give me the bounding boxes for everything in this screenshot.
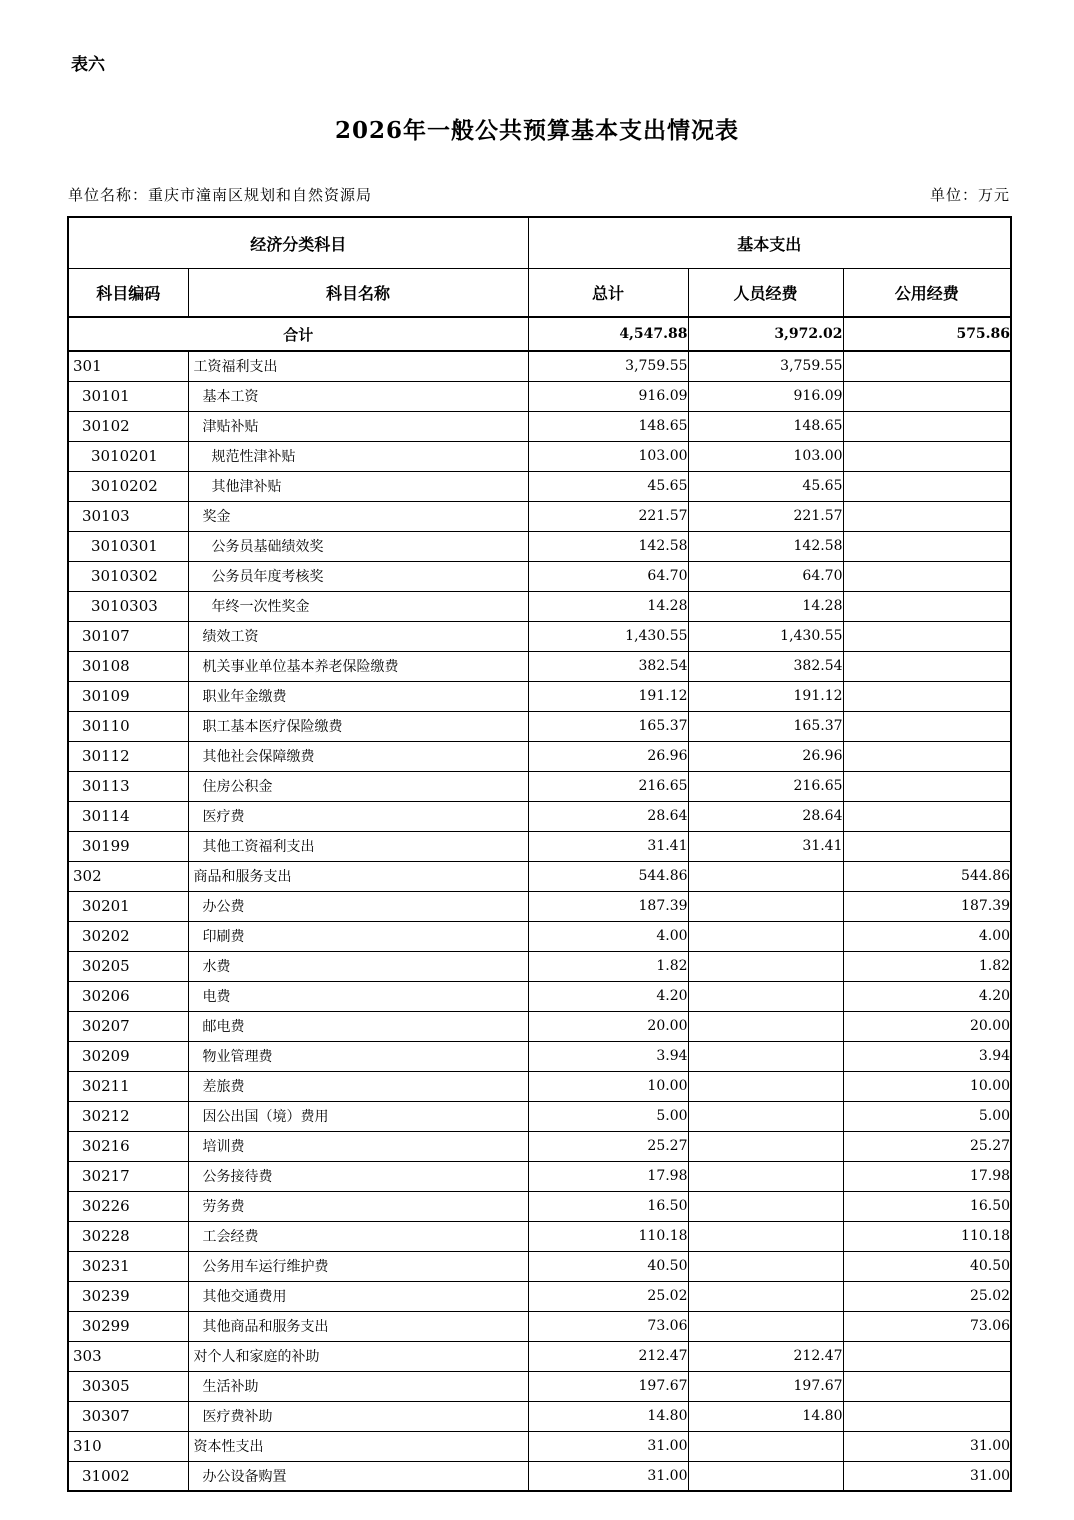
table-row	[68, 561, 1011, 591]
table-header	[68, 217, 1011, 317]
unit-name-value: 重庆市潼南区规划和自然资源局	[148, 186, 373, 204]
total-cell: 4.20	[528, 981, 688, 1011]
total-cell: 5.00	[528, 1101, 688, 1131]
subject-name-cell: 因公出国（境）费用	[188, 1101, 528, 1131]
personnel-funds-cell: 28.64	[688, 801, 843, 831]
subject-code-cell: 3010302	[68, 561, 188, 591]
subject-code-cell: 30109	[68, 681, 188, 711]
personnel-funds-cell: 142.58	[688, 531, 843, 561]
public-funds-cell: 544.86	[843, 861, 1011, 891]
personnel-funds-cell: 14.80	[688, 1401, 843, 1431]
grand-total-total-cell: 4,547.88	[528, 317, 688, 351]
public-funds-cell	[843, 531, 1011, 561]
personnel-funds-cell: 14.28	[688, 591, 843, 621]
header-basic-expenditure: 基本支出	[528, 217, 1011, 269]
subject-code-cell: 30299	[68, 1311, 188, 1341]
header-economic-classification: 经济分类科目	[68, 217, 528, 269]
subject-name-cell: 公务用车运行维护费	[188, 1251, 528, 1281]
subject-code-cell: 301	[68, 351, 188, 381]
public-funds-cell	[843, 711, 1011, 741]
subject-name-cell: 年终一次性奖金	[188, 591, 528, 621]
total-cell: 197.67	[528, 1371, 688, 1401]
total-cell: 142.58	[528, 531, 688, 561]
subject-name-cell: 印刷费	[188, 921, 528, 951]
subject-name-cell: 物业管理费	[188, 1041, 528, 1071]
personnel-funds-cell: 31.41	[688, 831, 843, 861]
total-cell: 25.27	[528, 1131, 688, 1161]
subject-code-cell: 30102	[68, 411, 188, 441]
header-public-funds: 公用经费	[843, 269, 1011, 318]
subject-name-cell: 其他社会保障缴费	[188, 741, 528, 771]
subject-code-cell: 30112	[68, 741, 188, 771]
header-total: 总计	[528, 269, 688, 318]
table-row	[68, 891, 1011, 921]
subject-code-cell: 302	[68, 861, 188, 891]
public-funds-cell	[843, 501, 1011, 531]
table-row	[68, 951, 1011, 981]
table-row	[68, 1461, 1011, 1491]
subject-name-cell: 机关事业单位基本养老保险缴费	[188, 651, 528, 681]
table-number-label: 表六	[71, 55, 105, 75]
subject-name-cell: 办公费	[188, 891, 528, 921]
table-row	[68, 1191, 1011, 1221]
total-cell: 40.50	[528, 1251, 688, 1281]
table-row	[68, 1011, 1011, 1041]
table-row	[68, 1311, 1011, 1341]
subject-code-cell: 30305	[68, 1371, 188, 1401]
total-cell: 3,759.55	[528, 351, 688, 381]
personnel-funds-cell: 212.47	[688, 1341, 843, 1371]
personnel-funds-cell	[688, 1281, 843, 1311]
grand-total-row	[68, 317, 1011, 351]
table-row	[68, 711, 1011, 741]
subject-name-cell: 基本工资	[188, 381, 528, 411]
subject-code-cell: 30101	[68, 381, 188, 411]
table-row	[68, 531, 1011, 561]
table-row	[68, 1101, 1011, 1131]
subject-name-cell: 其他商品和服务支出	[188, 1311, 528, 1341]
table-row	[68, 801, 1011, 831]
public-funds-cell: 187.39	[843, 891, 1011, 921]
total-cell: 916.09	[528, 381, 688, 411]
personnel-funds-cell: 916.09	[688, 381, 843, 411]
subject-name-cell: 劳务费	[188, 1191, 528, 1221]
subject-code-cell: 30216	[68, 1131, 188, 1161]
total-cell: 25.02	[528, 1281, 688, 1311]
personnel-funds-cell: 64.70	[688, 561, 843, 591]
table-row	[68, 471, 1011, 501]
personnel-funds-cell	[688, 1161, 843, 1191]
subject-code-cell: 30113	[68, 771, 188, 801]
personnel-funds-cell: 26.96	[688, 741, 843, 771]
personnel-funds-cell	[688, 921, 843, 951]
subject-code-cell: 30207	[68, 1011, 188, 1041]
subject-code-cell: 30201	[68, 891, 188, 921]
personnel-funds-cell	[688, 1251, 843, 1281]
table-row	[68, 411, 1011, 441]
personnel-funds-cell: 45.65	[688, 471, 843, 501]
table-row	[68, 621, 1011, 651]
total-cell: 216.65	[528, 771, 688, 801]
personnel-funds-cell	[688, 1221, 843, 1251]
personnel-funds-cell	[688, 1431, 843, 1461]
personnel-funds-cell	[688, 951, 843, 981]
public-funds-cell	[843, 591, 1011, 621]
table-row	[68, 921, 1011, 951]
total-cell: 382.54	[528, 651, 688, 681]
public-funds-cell: 4.20	[843, 981, 1011, 1011]
subject-code-cell: 303	[68, 1341, 188, 1371]
subject-name-cell: 津贴补贴	[188, 411, 528, 441]
subject-name-cell: 商品和服务支出	[188, 861, 528, 891]
personnel-funds-cell	[688, 981, 843, 1011]
public-funds-cell: 31.00	[843, 1431, 1011, 1461]
total-cell: 31.00	[528, 1461, 688, 1491]
public-funds-cell	[843, 561, 1011, 591]
personnel-funds-cell	[688, 1011, 843, 1041]
total-cell: 187.39	[528, 891, 688, 921]
table-row	[68, 1251, 1011, 1281]
total-cell: 1.82	[528, 951, 688, 981]
public-funds-cell	[843, 351, 1011, 381]
public-funds-cell: 4.00	[843, 921, 1011, 951]
subject-name-cell: 其他交通费用	[188, 1281, 528, 1311]
subject-code-cell: 30307	[68, 1401, 188, 1431]
subject-code-cell: 310	[68, 1431, 188, 1461]
subject-name-cell: 职工基本医疗保险缴费	[188, 711, 528, 741]
personnel-funds-cell	[688, 1461, 843, 1491]
subject-code-cell: 30217	[68, 1161, 188, 1191]
total-cell: 10.00	[528, 1071, 688, 1101]
subject-code-cell: 30202	[68, 921, 188, 951]
public-funds-cell: 73.06	[843, 1311, 1011, 1341]
public-funds-cell: 20.00	[843, 1011, 1011, 1041]
total-cell: 45.65	[528, 471, 688, 501]
total-cell: 20.00	[528, 1011, 688, 1041]
total-cell: 3.94	[528, 1041, 688, 1071]
table-row	[68, 441, 1011, 471]
total-cell: 31.41	[528, 831, 688, 861]
public-funds-cell: 5.00	[843, 1101, 1011, 1131]
table-row	[68, 1371, 1011, 1401]
subject-code-cell: 30206	[68, 981, 188, 1011]
subject-code-cell: 30103	[68, 501, 188, 531]
subject-name-cell: 规范性津补贴	[188, 441, 528, 471]
personnel-funds-cell: 3,759.55	[688, 351, 843, 381]
public-funds-cell	[843, 801, 1011, 831]
subject-name-cell: 医疗费补助	[188, 1401, 528, 1431]
table-row	[68, 651, 1011, 681]
subject-code-cell: 30205	[68, 951, 188, 981]
subject-code-cell: 3010301	[68, 531, 188, 561]
subject-name-cell: 培训费	[188, 1131, 528, 1161]
table-row	[68, 1071, 1011, 1101]
total-cell: 165.37	[528, 711, 688, 741]
subject-code-cell: 30209	[68, 1041, 188, 1071]
personnel-funds-cell	[688, 1131, 843, 1161]
table-row	[68, 1341, 1011, 1371]
public-funds-cell: 3.94	[843, 1041, 1011, 1071]
subject-name-cell: 电费	[188, 981, 528, 1011]
public-funds-cell	[843, 681, 1011, 711]
page-title: 2026年一般公共预算基本支出情况表	[334, 117, 739, 144]
table-row	[68, 1281, 1011, 1311]
personnel-funds-cell	[688, 891, 843, 921]
personnel-funds-cell: 382.54	[688, 651, 843, 681]
total-cell: 28.64	[528, 801, 688, 831]
public-funds-cell	[843, 441, 1011, 471]
subject-code-cell: 30114	[68, 801, 188, 831]
public-funds-cell: 1.82	[843, 951, 1011, 981]
public-funds-cell	[843, 621, 1011, 651]
personnel-funds-cell: 165.37	[688, 711, 843, 741]
table-row	[68, 1221, 1011, 1251]
subject-name-cell: 其他津补贴	[188, 471, 528, 501]
subject-name-cell: 公务接待费	[188, 1161, 528, 1191]
header-subject-name: 科目名称	[188, 269, 528, 318]
header-group-row	[68, 217, 1011, 269]
table-row	[68, 381, 1011, 411]
public-funds-cell: 10.00	[843, 1071, 1011, 1101]
public-funds-cell: 40.50	[843, 1251, 1011, 1281]
total-cell: 14.80	[528, 1401, 688, 1431]
public-funds-cell	[843, 381, 1011, 411]
public-funds-cell: 17.98	[843, 1161, 1011, 1191]
subject-code-cell: 30199	[68, 831, 188, 861]
total-cell: 544.86	[528, 861, 688, 891]
grand-total-public-cell: 575.86	[843, 317, 1011, 351]
total-cell: 212.47	[528, 1341, 688, 1371]
subject-code-cell: 30110	[68, 711, 188, 741]
personnel-funds-cell: 221.57	[688, 501, 843, 531]
subject-code-cell: 3010303	[68, 591, 188, 621]
subject-code-cell: 30108	[68, 651, 188, 681]
public-funds-cell: 25.02	[843, 1281, 1011, 1311]
personnel-funds-cell	[688, 1191, 843, 1221]
subject-code-cell: 31002	[68, 1461, 188, 1491]
personnel-funds-cell: 197.67	[688, 1371, 843, 1401]
public-funds-cell	[843, 1371, 1011, 1401]
public-funds-cell: 110.18	[843, 1221, 1011, 1251]
table-row	[68, 1161, 1011, 1191]
header-subject-code: 科目编码	[68, 269, 188, 318]
public-funds-cell	[843, 741, 1011, 771]
personnel-funds-cell	[688, 1311, 843, 1341]
subject-name-cell: 其他工资福利支出	[188, 831, 528, 861]
table-row	[68, 771, 1011, 801]
subject-name-cell: 公务员年度考核奖	[188, 561, 528, 591]
total-cell: 191.12	[528, 681, 688, 711]
total-cell: 73.06	[528, 1311, 688, 1341]
subject-name-cell: 医疗费	[188, 801, 528, 831]
personnel-funds-cell	[688, 1101, 843, 1131]
total-cell: 14.28	[528, 591, 688, 621]
header-personnel-funds: 人员经费	[688, 269, 843, 318]
public-funds-cell: 31.00	[843, 1461, 1011, 1491]
subject-code-cell: 3010201	[68, 441, 188, 471]
table-row	[68, 1431, 1011, 1461]
subject-code-cell: 30211	[68, 1071, 188, 1101]
personnel-funds-cell: 148.65	[688, 411, 843, 441]
personnel-funds-cell: 103.00	[688, 441, 843, 471]
subject-name-cell: 工会经费	[188, 1221, 528, 1251]
public-funds-cell	[843, 1341, 1011, 1371]
subject-code-cell: 30228	[68, 1221, 188, 1251]
table-row	[68, 1041, 1011, 1071]
subject-name-cell: 生活补助	[188, 1371, 528, 1401]
public-funds-cell	[843, 1401, 1011, 1431]
subject-name-cell: 工资福利支出	[188, 351, 528, 381]
subject-code-cell: 30212	[68, 1101, 188, 1131]
table-row	[68, 1131, 1011, 1161]
personnel-funds-cell	[688, 861, 843, 891]
public-funds-cell	[843, 411, 1011, 441]
total-cell: 4.00	[528, 921, 688, 951]
subject-name-cell: 绩效工资	[188, 621, 528, 651]
total-cell: 16.50	[528, 1191, 688, 1221]
table-row	[68, 1401, 1011, 1431]
table-row	[68, 861, 1011, 891]
budget-table	[67, 216, 1012, 1492]
subject-name-cell: 职业年金缴费	[188, 681, 528, 711]
table-row	[68, 681, 1011, 711]
currency-unit-label: 单位：万元	[929, 186, 1010, 204]
header-columns-row	[68, 269, 1011, 318]
subject-code-cell: 30231	[68, 1251, 188, 1281]
meta-row	[68, 184, 1010, 205]
personnel-funds-cell: 191.12	[688, 681, 843, 711]
public-funds-cell	[843, 651, 1011, 681]
public-funds-cell	[843, 831, 1011, 861]
subject-name-cell: 住房公积金	[188, 771, 528, 801]
table-row	[68, 741, 1011, 771]
total-cell: 17.98	[528, 1161, 688, 1191]
subject-code-cell: 30239	[68, 1281, 188, 1311]
total-cell: 64.70	[528, 561, 688, 591]
total-cell: 1,430.55	[528, 621, 688, 651]
total-cell: 31.00	[528, 1431, 688, 1461]
personnel-funds-cell	[688, 1041, 843, 1071]
subject-name-cell: 办公设备购置	[188, 1461, 528, 1491]
subject-name-cell: 差旅费	[188, 1071, 528, 1101]
total-cell: 221.57	[528, 501, 688, 531]
subject-name-cell: 奖金	[188, 501, 528, 531]
subject-name-cell: 公务员基础绩效奖	[188, 531, 528, 561]
public-funds-cell	[843, 471, 1011, 501]
total-cell: 110.18	[528, 1221, 688, 1251]
public-funds-cell: 25.27	[843, 1131, 1011, 1161]
subject-code-cell: 3010202	[68, 471, 188, 501]
subject-name-cell: 水费	[188, 951, 528, 981]
unit-name	[68, 184, 372, 205]
public-funds-cell	[843, 771, 1011, 801]
personnel-funds-cell	[688, 1071, 843, 1101]
table-row	[68, 981, 1011, 1011]
grand-total-personnel-cell: 3,972.02	[688, 317, 843, 351]
total-cell: 26.96	[528, 741, 688, 771]
public-funds-cell: 16.50	[843, 1191, 1011, 1221]
subject-code-cell: 30226	[68, 1191, 188, 1221]
table-row	[68, 591, 1011, 621]
total-cell: 148.65	[528, 411, 688, 441]
table-body	[68, 317, 1011, 1491]
grand-total-label: 合计	[68, 317, 528, 351]
subject-name-cell: 资本性支出	[188, 1431, 528, 1461]
subject-code-cell: 30107	[68, 621, 188, 651]
subject-name-cell: 邮电费	[188, 1011, 528, 1041]
total-cell: 103.00	[528, 441, 688, 471]
unit-name-label: 单位名称：	[68, 186, 149, 204]
table-row	[68, 501, 1011, 531]
subject-name-cell: 对个人和家庭的补助	[188, 1341, 528, 1371]
personnel-funds-cell: 1,430.55	[688, 621, 843, 651]
table-row	[68, 351, 1011, 381]
table-row	[68, 831, 1011, 861]
personnel-funds-cell: 216.65	[688, 771, 843, 801]
